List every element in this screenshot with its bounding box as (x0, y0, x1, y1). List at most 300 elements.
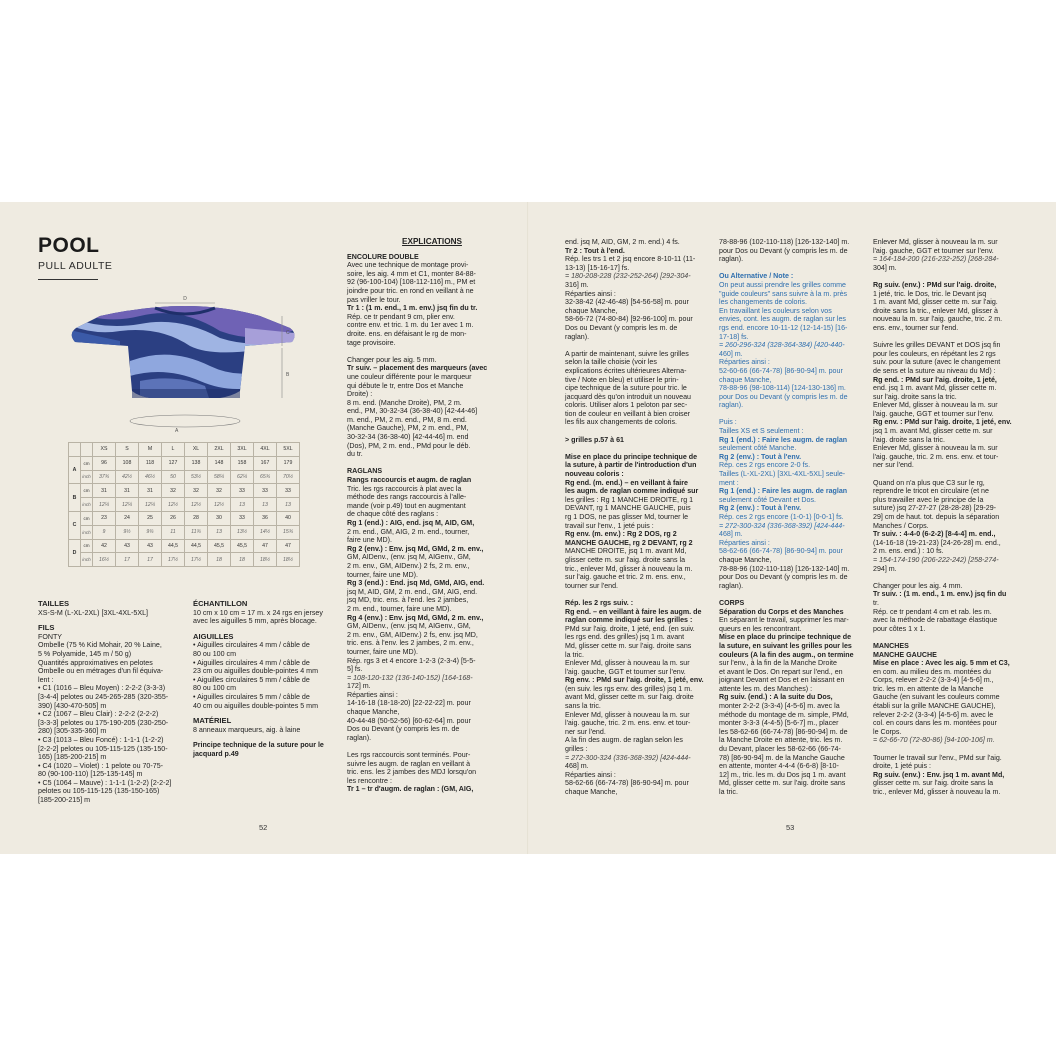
text-line: Changer pour les aig. 5 mm. (347, 355, 437, 364)
text-line (347, 459, 517, 468)
row-unit: inch (81, 498, 93, 512)
table-cell: 47 (277, 539, 300, 553)
table-cell: 31 (93, 484, 116, 498)
text-line: = 154-174-190 (206-222-242) [258-274- (873, 555, 999, 564)
table-cell: 53½ (185, 470, 208, 484)
text-line: Mise en place : Avec les aig. 5 mm et C3, (873, 659, 1010, 668)
table-cell: 33 (231, 511, 254, 525)
text-line: Réparties ainsi : (719, 538, 770, 547)
text-line: jsq MD, tric. ens. à l'end. les 2 jambes, (347, 596, 469, 605)
text-line (873, 470, 1023, 479)
column-6 (873, 238, 1023, 797)
text-line: 80 (90-100-110) [125-135-145] m (38, 770, 143, 779)
text-line: pas vriller le tour. (347, 295, 401, 304)
table-row (69, 511, 300, 525)
text-line: 58-62-66 (66-74-78) [86-90-94] m. pour (565, 779, 689, 788)
text-line: 2 m. env., GM, AIDenv.) 2 fs, env. jsq MD, (347, 630, 478, 639)
text-line: Rg suiv. (env.) : PMd sur l'aig. droite, (873, 280, 997, 289)
text-line: Rép. rgs 3 et 4 encore 1-2-3 (2-3-4) [5-5- (347, 656, 476, 665)
text-line: Enlever Md, glisser à nouveau la m. sur (873, 444, 998, 453)
table-cell: 32 (208, 484, 231, 498)
text-line: monter 3-3-3 (4-4-5) [5-6-7] m., placer (719, 719, 839, 728)
text-line: pour les couleurs, en répétant les 2 rgs (873, 349, 996, 358)
text-line: Puis : (719, 418, 737, 427)
text-line: 78) [86-90-94] m. de la Manche Gauche (719, 753, 845, 762)
table-cell: 18½ (277, 553, 300, 567)
table-cell: 32 (162, 484, 185, 498)
table-cell: 158 (231, 456, 254, 470)
text-line: Rg 4 (env.) : Env. jsq Md, GMd, 2 m. env., (347, 613, 484, 622)
text-line: = 164-184-200 (216-232-252) [268-284- (873, 255, 999, 264)
text-line: GM, AIDenv., (env. jsq M, AIGenv., GM, (347, 622, 471, 631)
text-line: plus travailler avec le principe de la (873, 495, 984, 504)
materiel-text: 8 anneaux marqueurs, aig. à laine (193, 725, 301, 734)
text-line: tr. (873, 598, 879, 607)
table-cell: 37¾ (93, 470, 116, 484)
text-line: avec la méthode de rabattage élastique (873, 616, 998, 625)
text-line: et avant le Dos. On repart sur l'end., en (719, 667, 843, 676)
text-line: Md, glisser cette m. sur l'aig. droite sans (565, 641, 692, 650)
text-line: pour Dos ou Devant (y compris les m. de (719, 246, 848, 255)
table-cell: 62¼ (231, 470, 254, 484)
size-header-cell: L (162, 443, 185, 457)
text-line: 14-16-18 (18-18-20) [22-22-22] m. pour (347, 699, 471, 708)
text-line: avant Md, glisser cette m. sur l'aig. droite (565, 693, 694, 702)
row-group-label: C (69, 511, 81, 539)
encolure-heading: ENCOLURE DOUBLE (347, 252, 419, 261)
text-line: queurs en les rencontrant. (719, 624, 802, 633)
text-line: Rg 1 (end.) : Faire les augm. de raglan (719, 435, 848, 444)
column-5-text (719, 238, 869, 797)
text-line: pour Dos ou Devant (y compris les m. de (719, 392, 848, 401)
text-line: Rg end. : PMd sur l'aig. droite, 1 jeté, (873, 375, 997, 384)
text-line: 1 m. avant Md, glisser cette m. sur l'aig. (873, 298, 998, 307)
text-line: 29] cm de haut. tot. depuis la séparation (873, 513, 1000, 521)
table-row (69, 484, 300, 498)
text-line: 460] m. (719, 349, 743, 358)
table-cell: 33 (254, 484, 277, 498)
text-line: raglan). (347, 733, 372, 742)
table-cell: 36 (254, 511, 277, 525)
text-line: DEVANT, rg 1 MANCHE GAUCHE, puis (565, 504, 691, 513)
text-line: Dos ou Devant (y compris les m. de (565, 323, 678, 332)
column-6-text (873, 238, 1023, 797)
text-line (873, 633, 1023, 642)
echantillon-text (193, 609, 343, 626)
text-line (565, 427, 715, 436)
text-line: Rg end. – en veillant à faire les augm. de (565, 607, 702, 616)
text-line: Rg env. : PMd sur l'aig. droite, 1 jeté, env. (873, 418, 1012, 427)
text-line: CORPS (719, 598, 745, 607)
text-line: chaque Manche, (719, 555, 772, 564)
table-cell: 9 (93, 525, 116, 539)
text-line: les fils aux changements de coloris. (565, 418, 677, 427)
text-line: la suture, en suivant les grilles pour les (719, 641, 852, 650)
text-line: l'aig. gauche, GGT et tourner sur l'env. (565, 667, 686, 676)
table-cell: 44,5 (185, 539, 208, 553)
text-line: 52-60-66 (66-74-78) [86-90-94] m. pour (719, 366, 843, 375)
text-line: tourner, faire une MD). (347, 647, 418, 656)
text-line: raglan). (719, 581, 744, 590)
text-line: 280) [305-335-360] m (38, 727, 107, 736)
text-line: les grilles : Rg 1 MANCHE DROITE, rg 1 (565, 495, 694, 504)
text-line: = 108-120-132 (136-140-152) [164-168- (347, 673, 473, 682)
table-cell: 46½ (139, 470, 162, 484)
text-line (565, 444, 715, 453)
table-cell: 148 (208, 456, 231, 470)
text-line: 2 m. end., tourner, faire une MD). (347, 604, 452, 613)
text-line: Enlever Md, glisser à nouveau la m. sur (565, 710, 690, 719)
text-line: 30-32-34 (36-38-40) [42-44-46] m. end (347, 433, 469, 442)
table-cell: 17½ (185, 553, 208, 567)
text-line (873, 573, 1023, 582)
text-line (565, 341, 715, 350)
text-line: avec les aiguilles 5 mm, après blocage. (193, 617, 317, 626)
text-line: Rg env. (m. env.) : Rg 2 DOS, rg 2 (565, 530, 677, 539)
text-line: tive / Note en bleu) et utiliser le prin- (565, 375, 679, 384)
text-line: selon la taille choisie (voir les (565, 358, 657, 367)
text-line: monter 2-2-2 (3-3-4) [4-5-6] m. avec la (719, 702, 840, 711)
row-unit: inch (81, 525, 93, 539)
text-line: jacquard p.49 (193, 749, 239, 758)
table-cell: 70½ (277, 470, 300, 484)
book-gutter (527, 202, 529, 854)
text-line: m. end., PM, 2 m. end., PM, 8 m. end. (347, 415, 467, 424)
text-line: MANCHE DROITE, jsq 1 m. avant Md, (565, 547, 687, 556)
text-line: 390) [430-470-505] m (38, 701, 107, 710)
text-line: tric., enlever Md, glisser à nouveau la m. (873, 788, 1001, 796)
text-line: l'aig. gauche, tric. 2 m. ens. env. et tour- (873, 452, 999, 461)
text-line: On peut aussi prendre les grilles comme (719, 280, 846, 289)
text-line: chaque Manche, (565, 306, 618, 315)
text-line: 1 jeté, tric. le Dos, tric. le Devant jsq (873, 289, 987, 298)
table-row (69, 470, 300, 484)
text-line: 304] m. (873, 263, 897, 272)
page-number-right: 53 (786, 823, 795, 832)
text-line: la tric. (565, 650, 584, 659)
text-line: le Corps. (873, 727, 902, 736)
text-line: soire, les aig. 4 mm et C1, monter 84-88- (347, 269, 476, 278)
table-cell: 96 (93, 456, 116, 470)
text-line: 8 m. end. (Manche Droite), PM, 2 m. (347, 398, 462, 407)
section-aiguilles-heading: AIGUILLES (193, 631, 234, 641)
table-cell: 45,5 (208, 539, 231, 553)
text-line: reprendre le tricot en circulaire (et ne (873, 487, 989, 496)
text-line: 294] m. (873, 564, 897, 573)
text-line: joignant Devant et Dos et en laissant en (719, 676, 845, 685)
table-cell: 108 (116, 456, 139, 470)
text-line: Mise en place du principe technique de (565, 452, 698, 461)
text-line: 92 (96-100-104) [108-112-116] m., PM et (347, 278, 476, 287)
text-line: [3-3-3] pelotes ou 175-190-205 (230-250- (38, 718, 169, 727)
text-line: tric. ens. à l'env. les 2 jambes, 2 m. env., (347, 639, 474, 648)
text-line: • Aiguilles circulaires 4 mm / câble de (193, 641, 310, 650)
text-line: joindre pour tric. en rond en veillant à ne (347, 286, 474, 295)
table-row (69, 498, 300, 512)
text-line: les changements de coloris. (719, 298, 807, 307)
text-line: Tr suiv. : 4-4-0 (6-2-2) [8-4-4] m. end., (873, 530, 996, 539)
text-line: glisser cette m. sur l'aig. droite sans la (873, 779, 994, 788)
text-line: Rg env. : PMd sur l'aig. droite, 1 jeté, env. (565, 676, 704, 685)
table-cell: 13 (208, 525, 231, 539)
table-cell: 12½ (185, 498, 208, 512)
table-cell: 11¾ (185, 525, 208, 539)
table-cell: 17 (139, 553, 162, 567)
text-line: grilles : (565, 745, 588, 754)
section-echantillon-heading: ÉCHANTILLON (193, 599, 248, 608)
row-group-label: A (69, 456, 81, 484)
text-line: 5] fs. (347, 665, 363, 674)
text-line: raglan). (719, 401, 744, 410)
size-header-cell: 2XL (208, 443, 231, 457)
text-line: pour Dos ou Devant (y compris les m. de (719, 573, 848, 582)
text-line: 78-88-96 (102-110-118) [126-132-140] m. (719, 564, 850, 573)
text-line: du tr. (347, 450, 363, 459)
fils-list (38, 641, 188, 804)
text-line: tourner, faire une MD). (347, 570, 418, 579)
text-line: 2 m. ens. end.) : 10 fs. (873, 547, 944, 556)
text-line: Rg 2 (env.) : Tout à l'env. (719, 504, 802, 513)
text-line: Rg 2 (env.) : Tout à l'env. (719, 452, 802, 461)
table-cell: 17½ (162, 553, 185, 567)
table-cell: 43 (116, 539, 139, 553)
table-cell: 23 (93, 511, 116, 525)
text-line: jacquard dès qu'on introduit un nouveau (565, 392, 691, 401)
text-line: 80 ou 100 cm (193, 649, 236, 658)
text-line (565, 590, 715, 599)
size-header-cell: M (139, 443, 162, 457)
size-header-cell: 4XL (254, 443, 277, 457)
text-line: Ombelle (75 % Kid Mohair, 20 % Laine, (38, 641, 162, 650)
text-line: tourner sur l'end. (565, 581, 619, 590)
table-cell: 30 (208, 511, 231, 525)
text-line: jsq 1 m. avant Md, glisser cette m. sur (873, 427, 993, 436)
row-unit: cm (81, 539, 93, 553)
table-cell: 45,5 (231, 539, 254, 553)
text-line: les rencontre : (347, 776, 392, 785)
text-line: Réparties ainsi : (565, 770, 616, 779)
text-line: • C4 (1020 – Violet) : 1 pelote ou 70-75- (38, 761, 163, 770)
text-line: Ombelle ou en métrages d'un fil équiva- (38, 667, 164, 676)
table-cell: 12¼ (93, 498, 116, 512)
text-line: Réparties ainsi : (347, 690, 398, 699)
text-line: En séparant le travail, supprimer les mar- (719, 616, 849, 625)
pattern-title: POOL (38, 234, 100, 257)
text-line: cipe technique de la suture pour tric. le (565, 384, 687, 393)
text-line: en attente, monter 4-4-4 (6-6-8) [8-10- (719, 762, 839, 771)
text-line: méthode du montage de m. simple, PMd, (719, 710, 849, 719)
text-line: 80 ou 100 cm (193, 684, 236, 693)
text-line: 2 m. env., GM, AIDenv.) 2 fs, 2 m. env., (347, 561, 470, 570)
table-cell: 13 (254, 498, 277, 512)
text-line (719, 410, 869, 419)
text-line: Rép. ce tr pendant 4 cm et rab. les m. (873, 607, 992, 616)
text-line: Md, glisser cette m. sur l'aig. droite sans (719, 779, 846, 788)
text-line: qui débute le tr, entre Dos et Manche (347, 381, 464, 390)
table-cell: 13½ (231, 525, 254, 539)
text-line: ner sur l'end. (565, 727, 606, 736)
table-cell: 16½ (93, 553, 116, 567)
table-cell: 9¾ (139, 525, 162, 539)
text-line: seulement côté Manche. (719, 444, 797, 453)
text-line: 2 m. end., GM, AIG, 2 m. end., tourner, (347, 527, 470, 536)
text-line: Rg suiv. (env.) : Env. jsq 1 m. avant Md, (873, 770, 1005, 779)
text-line: tric. ens. les 2 jambes des MDJ lorsqu'on (347, 768, 477, 777)
text-line: Rg 3 (end.) : End. jsq Md, GMd, AIG, end. (347, 579, 485, 588)
diagram-label-d: D (183, 296, 187, 302)
table-cell: 167 (254, 456, 277, 470)
table-cell: 9½ (116, 525, 139, 539)
text-line: attente les m. des Manches) : (719, 684, 813, 693)
text-line: 13-13) [15-16-17] fs. (565, 263, 630, 272)
text-line: de chaque côté des raglans : (347, 510, 439, 519)
table-cell: 18 (208, 553, 231, 567)
row-group-label: D (69, 539, 81, 567)
column-2 (193, 600, 343, 759)
text-line: end. jsq M, AID, GM, 2 m. end.) 4 fs. (565, 238, 680, 246)
section-materiel-heading: MATÉRIEL (193, 716, 232, 726)
text-line: méthode des rangs raccourcis à l'alle- (347, 493, 467, 502)
text-line: nouveau coloris : (565, 470, 624, 479)
table-header-row (69, 443, 300, 457)
text-line: Tailles XS et S seulement : (719, 427, 804, 436)
text-line: RAGLANS (347, 467, 383, 476)
text-line: • C1 (1016 – Bleu Moyen) : 2-2-2 (3-3-3) (38, 684, 166, 693)
text-line: raglan). (719, 255, 744, 264)
text-line: MANCHES (873, 641, 909, 650)
text-line: glisser cette m. sur l'aig. droite sans la (565, 555, 686, 564)
text-line: (Manche Gauche), PM, 2 m. end., PM, (347, 424, 469, 433)
tailles-text: XS-S-M (L-XL-2XL) [3XL-4XL-5XL] (38, 608, 148, 617)
text-line: Changer pour les aig. 4 mm. (873, 581, 963, 590)
text-line: l'aig. droite sans la tric. (873, 435, 945, 444)
row-unit: inch (81, 470, 93, 484)
text-line: les rgs end. des grilles) jsq 1 m. avant (565, 633, 685, 642)
text-line: Tailles (L-XL-2XL) [3XL-4XL-5XL] seule- (719, 470, 846, 479)
text-line: l'aig. gauche, GGT et tourner sur l'env. (873, 409, 994, 418)
text-line: tion de couleur en veillant à bien croiser (565, 409, 691, 418)
text-line: En travaillant les couleurs selon vos (719, 306, 832, 315)
text-line: Rg 2 (env.) : Env. jsq Md, GMd, 2 m. env., (347, 544, 484, 553)
text-line: rg 1 DOS, ne pas glisser Md, tourner le (565, 513, 689, 521)
text-line: 58-62-66 (66-74-78) [86-90-94] m. pour (719, 547, 843, 556)
text-line: col. en cours dans les m. montées pour (873, 719, 997, 728)
text-line: lent : (38, 675, 54, 684)
section-tailles-heading: TAILLES (38, 599, 70, 608)
text-line: > grilles p.57 à 61 (565, 435, 624, 444)
text-line: • Aiguilles circulaires 5 mm / câble de (193, 675, 310, 684)
table-cell: 31 (116, 484, 139, 498)
text-line: Tourner le travail sur l'env., PMd sur l'aig. (873, 753, 1002, 762)
text-line: 5 % Polyamide, 145 m / 50 g) (38, 649, 132, 658)
size-header-cell: S (116, 443, 139, 457)
text-line: = 272-300-324 (336-368-392) [424-444- (719, 521, 845, 530)
text-line: Tr suiv. – placement des marqueurs (avec (347, 364, 488, 373)
text-line: MANCHE GAUCHE (873, 650, 937, 659)
text-line: suture) jsq 27-27-27 (28-28-28) [29-29- (873, 504, 997, 513)
text-line: couleurs (A la fin des augm., on termine (719, 650, 854, 659)
column-3-text (347, 261, 517, 794)
table-row (69, 553, 300, 567)
text-line: chaque Manche, (565, 788, 618, 796)
text-line: l'aig. gauche, GGT et tourner sur l'env. (873, 246, 994, 255)
text-line: = 260-296-324 (328-364-384) [420-440- (719, 341, 845, 350)
text-line: Suivre les grilles DEVANT et DOS jsq fin (873, 341, 1001, 350)
text-line: Enlever Md, glisser à nouveau la m. sur (565, 659, 690, 668)
row-unit: cm (81, 511, 93, 525)
text-line: Rép. ce tr pendant 9 cm, plier env. (347, 312, 455, 321)
table-cell: 12½ (162, 498, 185, 512)
text-line: Réparties ainsi : (719, 358, 770, 367)
text-line: seulement côté Devant et Dos. (719, 495, 816, 504)
text-line: (en suiv. les rgs env. des grilles) jsq 1 m. (565, 684, 693, 693)
text-line: Principe technique de la suture pour le (193, 741, 324, 750)
table-cell: 12¼ (139, 498, 162, 512)
text-line: Séparation du Corps et des Manches (719, 607, 844, 616)
text-line: 17-18] fs. (719, 332, 749, 341)
text-line: = 62-66-70 (72-80-86) [94-100-106] m. (873, 736, 995, 745)
text-line: sur l'aig. droite sans la tric. (873, 392, 957, 401)
text-line: rgs end. encore 10-11-12 (12-14-15) [16- (719, 323, 848, 332)
text-line: de sens et la suture au niveau du Md) : (873, 366, 996, 375)
text-line: Manches / Corps. (873, 521, 929, 530)
text-line: [185-200-215] m (38, 796, 91, 805)
text-line: ner sur l'end. (873, 461, 914, 470)
table-cell: 65¾ (254, 470, 277, 484)
section-fils-heading: FILS (38, 623, 55, 633)
table-cell: 17 (116, 553, 139, 567)
column-4-text (565, 238, 715, 797)
text-line: chaque Manche, (719, 375, 772, 384)
size-header-cell: XL (185, 443, 208, 457)
text-line: la suture, à partir de l'introduction d'un (565, 461, 697, 470)
text-line: droite. ens. en défaisant le rg de mon- (347, 329, 467, 338)
text-line: Droite) : (347, 390, 373, 399)
column-4 (565, 238, 715, 797)
table-cell: 33 (277, 484, 300, 498)
fils-brand: FONTY (38, 632, 63, 641)
text-line: Ou Alternative / Note : (719, 272, 794, 281)
text-line: Rép. ces 2 rgs encore (1-0-1) [0-0-1] fs. (719, 513, 844, 521)
table-cell: 32 (185, 484, 208, 498)
text-line (873, 333, 1023, 342)
table-cell: 14½ (254, 525, 277, 539)
text-line (347, 347, 517, 356)
text-line: jsq M, AID, GM, 2 m. end., GM, AIG, end. (347, 587, 478, 596)
text-line: Enlever Md, glisser à nouveau la m. sur (873, 401, 998, 410)
text-line: mande (voir p.49) tout en augmentant (347, 501, 466, 510)
table-cell: 18½ (254, 553, 277, 567)
table-cell: 127 (162, 456, 185, 470)
text-line: Enlever Md, glisser à nouveau la m. sur (873, 238, 998, 246)
text-line: explications écrites ultérieures Alterna- (565, 366, 687, 375)
text-line: (14-16-18 (19-21-23) [24-26-28] m. end., (873, 538, 1001, 547)
text-line: chaque Manche, (347, 708, 400, 717)
text-line: la tric. (719, 788, 738, 796)
text-line (719, 590, 869, 599)
text-line: coloris. Utiliser alors 1 peloton par sec- (565, 401, 688, 410)
text-line: 78-88-96 (102-110-118) [126-132-140] m. (719, 238, 850, 246)
table-cell: 25 (139, 511, 162, 525)
text-line: Corps, relever 2-2-2 (3-3-4) [4-5-6] m., (873, 676, 994, 685)
text-line: relever 2-2-2 (3-3-4) [4-5-6] m. avec le (873, 710, 994, 719)
page-number-left: 52 (259, 823, 268, 832)
text-line: Rép. ces 2 rgs encore 2-0 fs. (719, 461, 811, 470)
explications-heading: EXPLICATIONS (402, 237, 462, 246)
title-divider (38, 279, 98, 280)
table-cell: 40 (277, 511, 300, 525)
text-line: raglan comme indiqué sur les grilles : (565, 616, 693, 625)
